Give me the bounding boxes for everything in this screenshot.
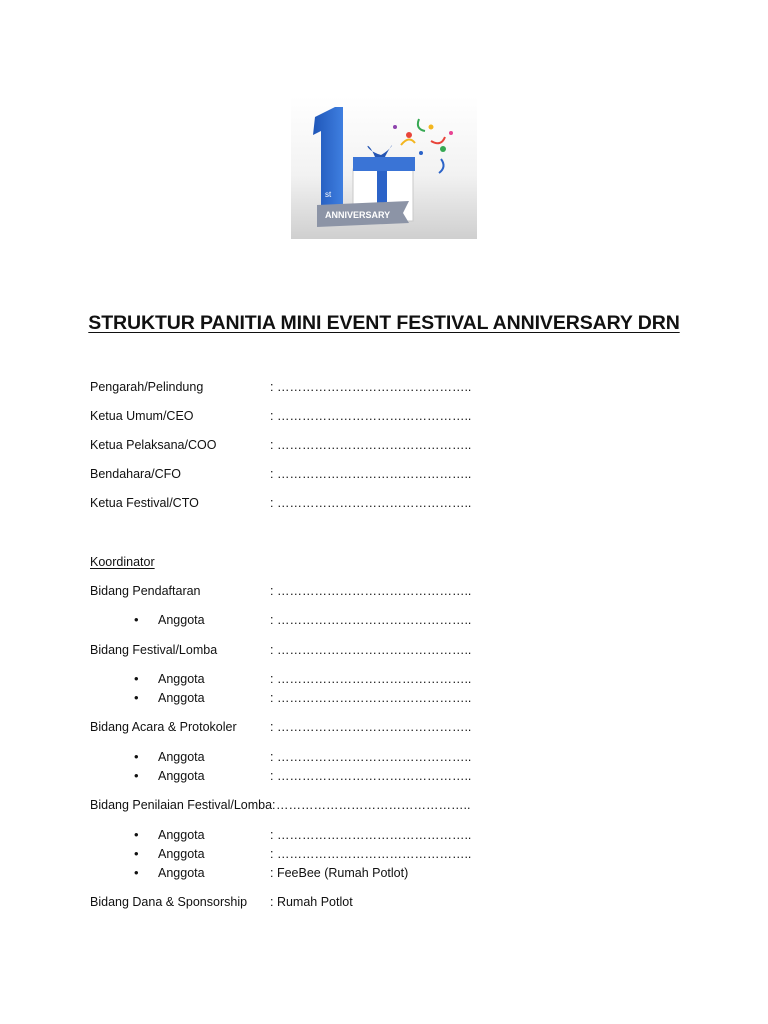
- role-label: Ketua Pelaksana/COO: [90, 438, 217, 452]
- koordinator-heading: Koordinator: [90, 555, 155, 569]
- logo-suffix: st: [325, 190, 332, 199]
- bullet-icon: •: [134, 768, 139, 783]
- bullet-icon: •: [134, 865, 139, 880]
- member-label: Anggota: [158, 828, 205, 842]
- section-value: ………………………………………..: [276, 798, 471, 812]
- member-value: : ………………………………………..: [270, 691, 472, 705]
- role-label: Pengarah/Pelindung: [90, 380, 204, 394]
- role-value: : ………………………………………..: [270, 467, 472, 481]
- bullet-icon: •: [134, 690, 139, 705]
- member-label: Anggota: [158, 691, 205, 705]
- member-value: : ………………………………………..: [270, 750, 472, 764]
- member-value: : ………………………………………..: [270, 769, 472, 783]
- role-label: Ketua Festival/CTO: [90, 496, 199, 510]
- section-label: Bidang Festival/Lomba: [90, 643, 218, 657]
- member-label: Anggota: [158, 613, 205, 627]
- bullet-icon: •: [134, 827, 139, 842]
- bullet-icon: •: [134, 612, 139, 627]
- member-value: : ………………………………………..: [270, 672, 472, 686]
- role-value: : ………………………………………..: [270, 380, 472, 394]
- role-label: Ketua Umum/CEO: [90, 409, 194, 423]
- role-label: Bendahara/CFO: [90, 467, 182, 481]
- role-value: : ………………………………………..: [270, 438, 472, 452]
- bullet-icon: •: [134, 671, 139, 686]
- member-label: Anggota: [158, 769, 205, 783]
- section-label: Bidang Acara & Protokoler: [90, 720, 237, 734]
- section-label: Bidang Penilaian Festival/Lomba:: [90, 798, 276, 812]
- logo-ribbon-text: ANNIVERSARY: [325, 210, 391, 220]
- member-value: : ………………………………………..: [270, 828, 472, 842]
- section-value: : ………………………………………..: [270, 643, 472, 657]
- section-label: Bidang Pendaftaran: [90, 584, 201, 598]
- member-value: : FeeBee (Rumah Potlot): [270, 866, 409, 880]
- section-value: : ………………………………………..: [270, 720, 472, 734]
- section-value: : ………………………………………..: [270, 584, 472, 598]
- member-value: : ………………………………………..: [270, 847, 472, 861]
- bullet-icon: •: [134, 846, 139, 861]
- role-value: : ………………………………………..: [270, 496, 472, 510]
- role-value: : ………………………………………..: [270, 409, 472, 423]
- member-label: Anggota: [158, 866, 205, 880]
- member-value: : ………………………………………..: [270, 613, 472, 627]
- section-value: : Rumah Potlot: [270, 895, 353, 909]
- section-label: Bidang Dana & Sponsorship: [90, 895, 248, 909]
- document-title: STRUKTUR PANITIA MINI EVENT FESTIVAL ANNIVERSARY DRN: [88, 312, 680, 334]
- member-label: Anggota: [158, 847, 205, 861]
- member-label: Anggota: [158, 672, 205, 686]
- member-label: Anggota: [158, 750, 205, 764]
- anniversary-logo: [291, 97, 477, 239]
- bullet-icon: •: [134, 749, 139, 764]
